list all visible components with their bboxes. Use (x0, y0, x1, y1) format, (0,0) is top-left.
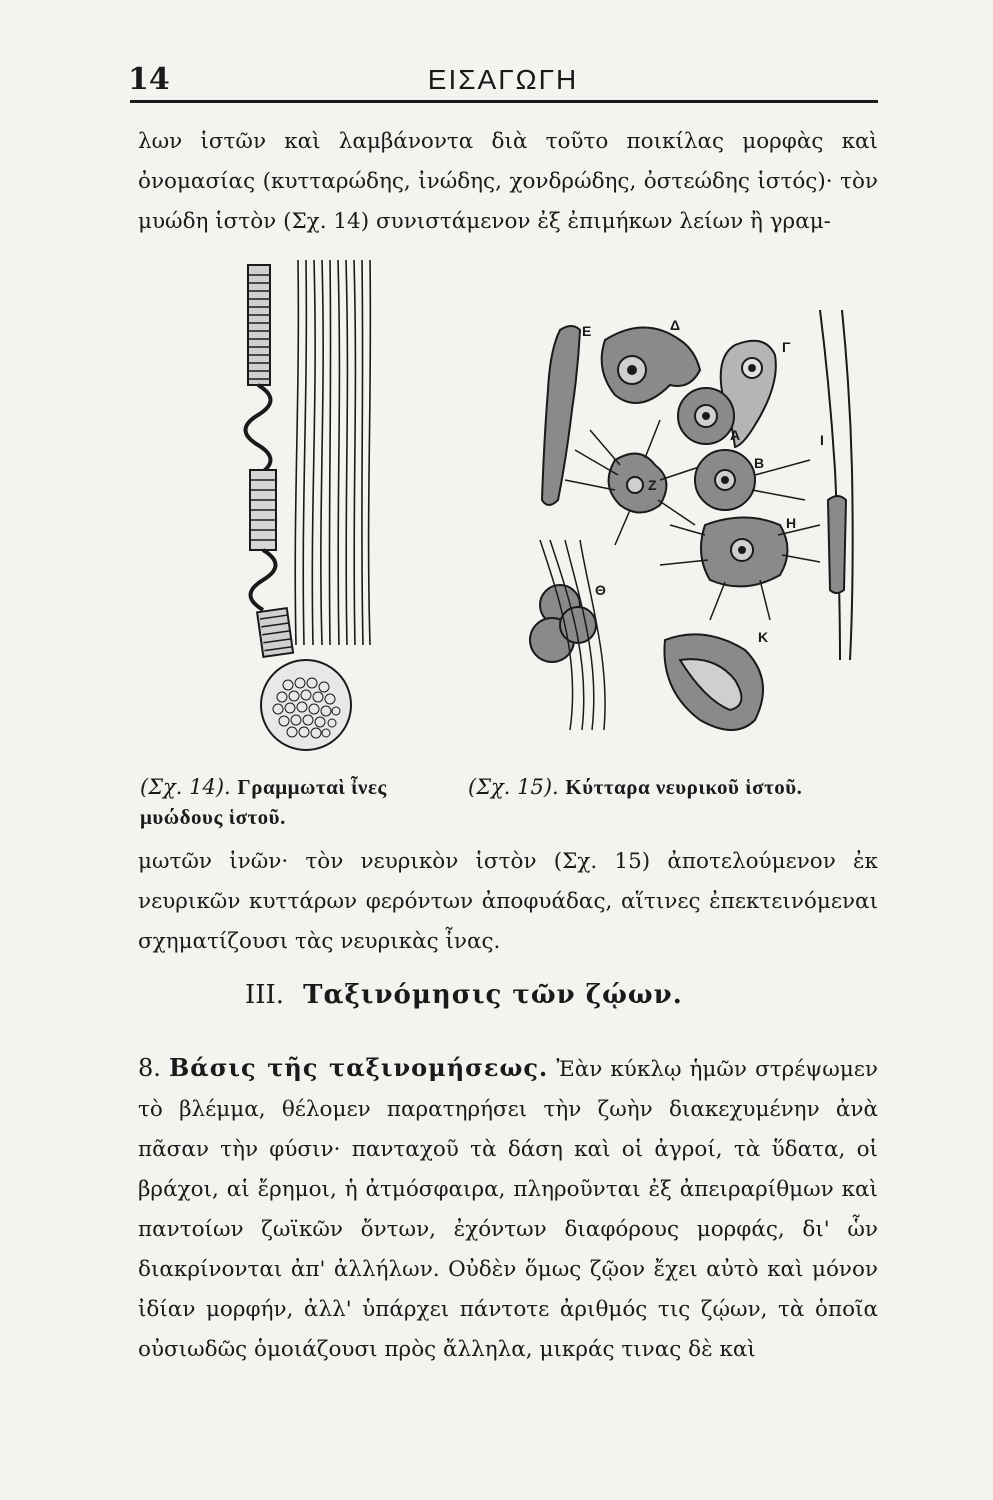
figure-15-caption (468, 772, 888, 802)
figure-14-caption-text: Γραμμωταὶ ἶνες μυώδους ἱστοῦ. (140, 775, 387, 829)
running-title: ΕΙΣΑΓΩΓΗ (427, 64, 579, 95)
figure-15-ref: (Σχ. 15). (468, 775, 559, 799)
page-number: 14 (128, 62, 170, 97)
figure-15-nerve-cells (520, 300, 880, 770)
fig15-label-e: Ε (582, 323, 592, 339)
paragraph-intro: λων ἱστῶν καὶ λαμβάνοντα διὰ τοῦτο ποικίλας μορφὰς καὶ ὀνομασίας (κυτταρώδης, ἰνώδης, χονδρώδης, ὀστεώδης ἱστός)· τὸν μυώδη ἱστὸν (Σχ. 14) συνιστάμενον ἐξ ἐπιμήκων λείων ἢ γραμ- (138, 129, 878, 234)
figure-14-muscle-fibres (238, 255, 388, 765)
fig15-label-zeta: Ζ (648, 477, 657, 493)
subsection-number: 8. (138, 1054, 161, 1082)
subsection-text: Ἐὰν κύκλῳ ἡμῶν στρέψωμεν τὸ βλέμμα, θέλομεν παρατηρήσει τὴν ζωὴν διακεχυμένην ἀνὰ πᾶσαν τὴν φύσιν· πανταχοῦ τὰ δάση καὶ οἱ ἀγροί, τὰ ὕδατα, οἱ βράχοι, αἱ ἔρημοι, ἡ ἀτμόσφαιρα, πληροῦνται ἐξ ἀπειραρίθμων καὶ παντοίων ζωϊκῶν ὄντων, ἐχόντων διαφόρους μορφάς, δι' ὧν διακρίνονται ἀπ' ἀλλήλων. Οὐδὲν ὅμως ζῷον ἔχει αὐτὸ καὶ μόνον ἰδίαν μορφήν, ἀλλ' ὑπάρχει πάντοτε ἀριθμός τις ζῴων, τὰ ὁποῖα οὐσιωδῶς ὁμοιάζουσι πρὸς ἄλληλα, μικράς τινας δὲ καὶ (138, 1057, 878, 1362)
paragraph-nerve-tissue: μωτῶν ἰνῶν· τὸν νευρικὸν ἱστὸν (Σχ. 15) ἀποτελούμενον ἐκ νευρικῶν κυττάρων φερόντων ἀποφυάδας, αἵτινες ἐπεκτεινόμεναι σχηματίζουσι τὰς νευρικὰς ἶνας. (138, 849, 878, 954)
fig15-label-theta: Θ (595, 582, 606, 598)
fig15-label-iota: Ι (820, 432, 824, 448)
fig15-label-delta: Δ (670, 317, 681, 333)
fig15-label-gamma: Γ (782, 339, 791, 355)
subsection-heading: Βάσις τῆς ταξινομήσεως. (168, 1053, 549, 1082)
section-roman-numeral: III. (245, 980, 285, 1010)
fig15-label-a: Α (730, 427, 741, 443)
header-rule (130, 100, 878, 103)
fig15-label-eta: Η (786, 515, 797, 531)
fig15-label-b: Β (754, 455, 765, 471)
figure-14-caption (140, 772, 440, 832)
figure-14-ref: (Σχ. 14). (140, 775, 231, 799)
figure-15-caption-text: Κύτταρα νευρικοῦ ἱστοῦ. (565, 775, 803, 799)
paragraph-classification-basis (138, 1048, 878, 1370)
section-title: Ταξινόμησις τῶν ζῴων. (303, 980, 683, 1010)
section-heading (245, 980, 683, 1010)
fig15-label-kappa: Κ (758, 629, 769, 645)
page-header (128, 60, 878, 100)
